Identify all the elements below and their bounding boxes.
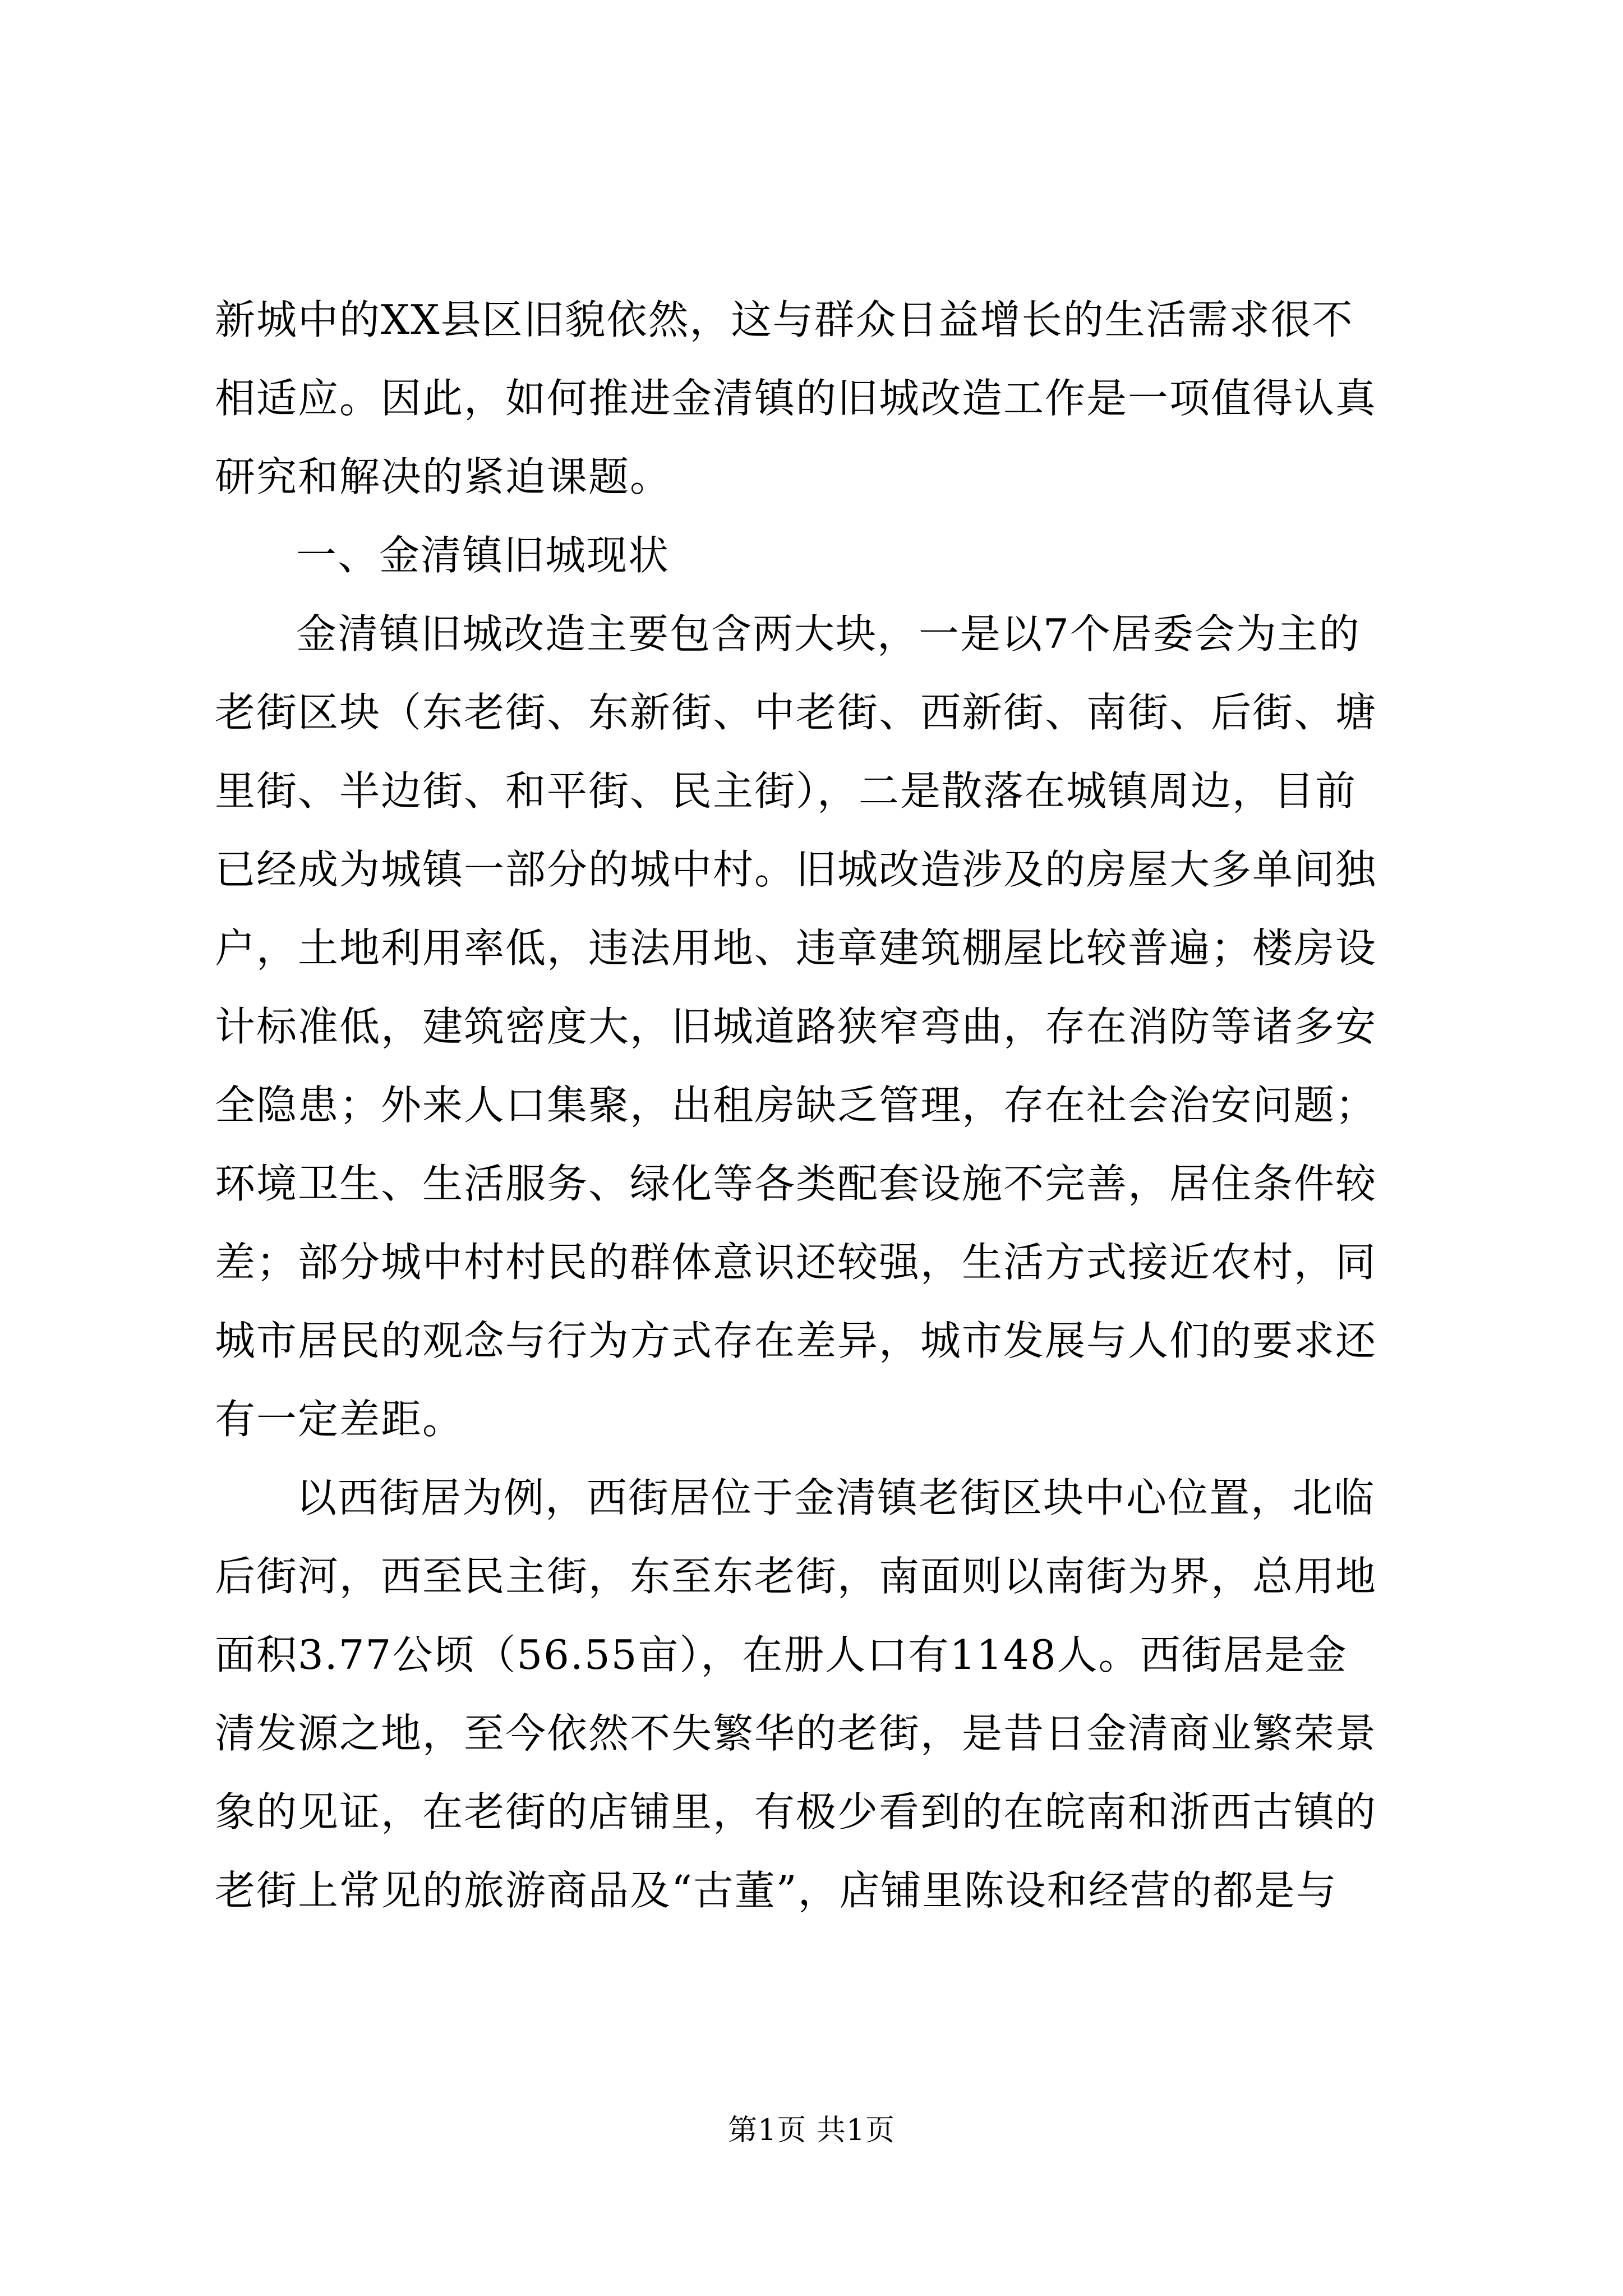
text-line: 已经成为城镇一部分的城中村。旧城改造涉及的房屋大多单间独 bbox=[215, 846, 1377, 893]
text-line: 环境卫生、生活服务、绿化等各类配套设施不完善，居住条件较 bbox=[215, 1160, 1377, 1207]
text-line: 有一定差距。 bbox=[215, 1396, 464, 1443]
text-line: 以西街居为例，西街居位于金清镇老街区块中心位置，北临 bbox=[296, 1474, 1376, 1521]
text-line: 老街上常见的旅游商品及“古董”，店铺里陈设和经营的都是与 bbox=[215, 1867, 1338, 1914]
text-line: 面积3.77公顷（56.55亩），在册人口有1148人。西街居是金 bbox=[215, 1631, 1348, 1678]
section-heading: 一、金清镇旧城现状 bbox=[296, 532, 670, 579]
page-footer: 第1页 共1页 bbox=[728, 2114, 895, 2147]
text-line: 研究和解决的紧迫课题。 bbox=[215, 453, 672, 500]
text-line: 城市居民的观念与行为方式存在差异，城市发展与人们的要求还 bbox=[215, 1317, 1377, 1364]
document-body bbox=[215, 280, 1421, 1930]
text-line: 相适应。因此，如何推进金清镇的旧城改造工作是一项值得认真 bbox=[215, 375, 1377, 422]
text-line: 里街、半边街、和平街、民主街），二是散落在城镇周边，目前 bbox=[215, 767, 1357, 815]
text-line: 金清镇旧城改造主要包含两大块，一是以7个居委会为主的 bbox=[296, 610, 1361, 657]
text-line: 老街区块（东老街、东新街、中老街、西新街、南街、后街、塘 bbox=[215, 689, 1377, 736]
text-line: 象的见证，在老街的店铺里，有极少看到的在皖南和浙西古镇的 bbox=[215, 1788, 1377, 1835]
text-line: 新城中的XX县区旧貌依然，这与群众日益增长的生活需求很不 bbox=[215, 296, 1354, 343]
text-line: 清发源之地，至今依然不失繁华的老街，是昔日金清商业繁荣景 bbox=[215, 1710, 1377, 1757]
text-line: 全隐患；外来人口集聚，出租房缺乏管理，存在社会治安问题； bbox=[215, 1082, 1377, 1129]
text-line: 户，土地利用率低，违法用地、违章建筑棚屋比较普遍；楼房设 bbox=[215, 924, 1377, 972]
text-line: 差；部分城中村村民的群体意识还较强，生活方式接近农村，同 bbox=[215, 1239, 1377, 1286]
text-line: 计标准低，建筑密度大，旧城道路狭窄弯曲，存在消防等诸多安 bbox=[215, 1003, 1377, 1050]
text-line: 后街河，西至民主街，东至东老街，南面则以南街为界，总用地 bbox=[215, 1553, 1377, 1600]
